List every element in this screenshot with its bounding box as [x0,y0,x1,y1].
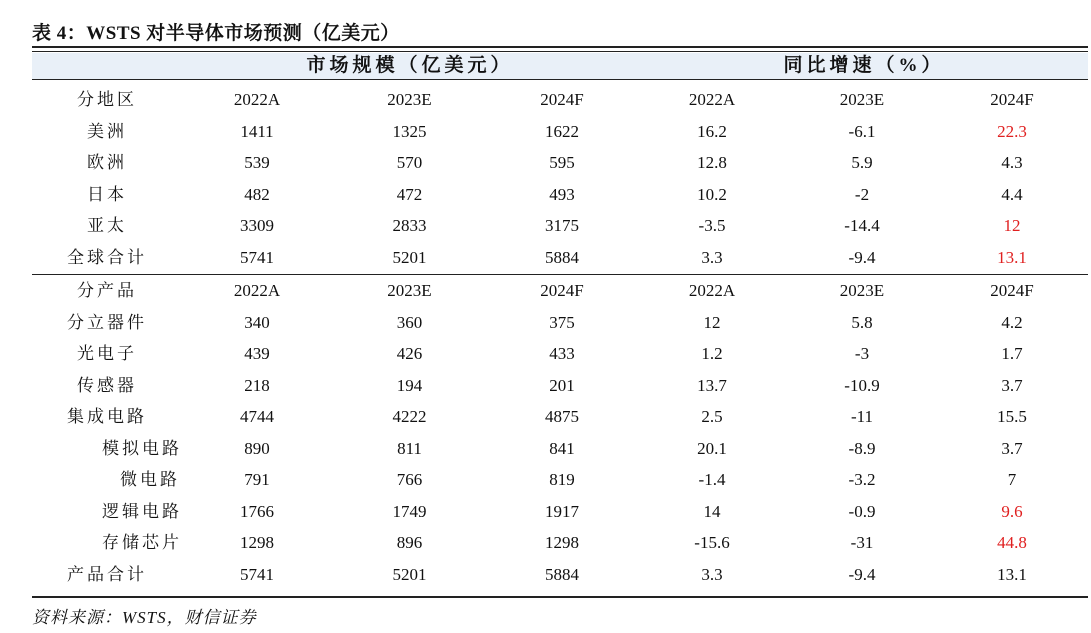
market-size-cell: 340 [244,312,270,332]
growth-cell: -8.9 [848,438,876,458]
market-size-cell: 3175 [545,216,579,235]
market-size-cell: 433 [549,344,575,363]
growth-cell: 13.7 [697,375,727,395]
growth-cell: 12 [703,312,721,332]
market-size-cell: 5884 [545,247,579,267]
column-header: 2024F [540,90,584,109]
table-row [32,307,1088,338]
market-size-cell: 766 [396,470,423,489]
growth-cell: 13.1 [997,564,1027,584]
growth-cell: 4.2 [1001,312,1023,332]
growth-cell: 5.8 [851,312,873,332]
growth-cell: 9.6 [1001,501,1023,521]
growth-header: 同比增速（%） [783,55,945,76]
column-header: 2022A [688,281,736,300]
growth-cell: -10.9 [844,375,880,395]
market-size-cell: 4875 [545,407,579,426]
growth-cell: -3.2 [848,470,876,489]
growth-cell: 44.8 [997,533,1027,552]
market-size-cell: 5741 [240,564,274,584]
growth-cell: 10.2 [697,184,727,204]
market-size-cell: 3309 [240,216,274,235]
growth-cell: 4.3 [1001,153,1023,172]
market-size-cell: 1411 [240,121,274,141]
row-label: 集成电路 [67,407,147,426]
row-label: 光电子 [77,344,137,363]
growth-cell: -0.9 [848,501,876,521]
table-row [32,210,1088,241]
table-row [32,559,1088,590]
row-label: 欧洲 [87,153,127,172]
row-label: 传感器 [77,375,137,395]
row-label: 模拟电路 [102,438,182,458]
growth-cell: -11 [850,407,874,426]
row-label: 产品合计 [67,564,147,584]
market-size-cell: 841 [549,438,575,458]
growth-cell: 14 [703,501,721,521]
market-size-cell: 1917 [545,501,579,521]
header-rule [32,79,1088,80]
table-row [32,242,1088,273]
growth-cell: 13.1 [997,247,1027,267]
row-label: 存储芯片 [102,533,182,552]
column-header: 2024F [990,90,1034,109]
growth-cell: 5.9 [851,153,873,172]
growth-cell: -3.5 [698,216,726,235]
market-size-cell: 5884 [545,564,579,584]
table-row [32,116,1088,147]
growth-cell: 1.2 [701,344,723,363]
growth-cell: 2.5 [701,407,723,426]
market-size-cell: 482 [244,184,270,204]
growth-cell: -14.4 [844,216,880,235]
column-header: 2023E [839,90,885,109]
market-size-cell: 1766 [240,501,274,521]
growth-cell: -3 [854,344,870,363]
column-header: 2022A [688,90,736,109]
table-top-rule [32,46,1088,48]
growth-cell: 3.3 [701,564,723,584]
growth-cell: 15.5 [997,407,1027,426]
table-top-rule-thin [32,51,1088,52]
growth-cell: 22.3 [997,121,1027,141]
market-size-cell: 1298 [240,533,274,552]
table-row [32,401,1088,432]
growth-cell: -2 [854,184,870,204]
market-size-cell: 595 [549,153,575,172]
growth-cell: -9.4 [848,247,876,267]
row-label: 微电路 [120,470,180,489]
market-size-cell: 493 [549,184,575,204]
table-row [32,370,1088,401]
market-size-cell: 890 [244,438,270,458]
section-header-row [32,275,1088,306]
growth-cell: 7 [1007,470,1017,489]
market-size-header: 市场规模（亿美元） [306,55,514,76]
market-size-cell: 5201 [392,247,427,267]
row-label: 日本 [87,184,127,204]
market-size-cell: 194 [396,375,423,395]
market-size-cell: 375 [549,312,575,332]
market-size-cell: 201 [549,375,575,395]
growth-cell: 3.3 [701,247,723,267]
table-row [32,496,1088,527]
market-size-cell: 1622 [545,121,579,141]
market-size-cell: 4744 [240,407,274,426]
market-size-cell: 896 [396,533,423,552]
market-size-cell: 791 [244,470,270,489]
market-size-cell: 1325 [392,121,427,141]
market-size-cell: 811 [397,438,422,458]
growth-cell: -15.6 [694,533,730,552]
row-label: 逻辑电路 [102,501,182,521]
market-size-cell: 2833 [392,216,427,235]
growth-cell: 20.1 [697,438,727,458]
section-label: 分产品 [77,281,137,300]
table-row [32,338,1088,369]
column-header: 2024F [990,281,1034,300]
table-title: 表 4：WSTS 对半导体市场预测（亿美元） [32,23,400,44]
table-row [32,527,1088,558]
growth-cell: -31 [850,533,874,552]
column-header: 2022A [233,90,281,109]
column-header: 2024F [540,281,584,300]
row-label: 美洲 [87,121,127,141]
table-row [32,179,1088,210]
section-label: 分地区 [77,90,137,109]
market-size-cell: 5741 [240,247,274,267]
growth-cell: 1.7 [1001,344,1023,363]
table-row [32,464,1088,495]
row-label: 亚太 [87,216,127,235]
growth-cell: 12.8 [697,153,727,172]
growth-cell: 4.4 [1001,184,1023,204]
market-size-cell: 1298 [545,533,579,552]
column-header: 2023E [839,281,885,300]
growth-cell: -1.4 [698,470,726,489]
market-size-cell: 218 [244,375,270,395]
table-row [32,433,1088,464]
section-header-row [32,84,1088,115]
market-size-cell: 360 [396,312,423,332]
market-size-cell: 472 [396,184,423,204]
growth-cell: 16.2 [697,121,727,141]
column-header: 2023E [387,90,432,109]
market-size-cell: 4222 [392,407,427,426]
column-header: 2023E [387,281,432,300]
growth-cell: 12 [1003,216,1021,235]
market-size-cell: 1749 [392,501,427,521]
growth-cell: 3.7 [1001,375,1023,395]
source-note: 资料来源：WSTS，财信证券 [32,608,257,627]
market-size-cell: 570 [396,153,423,172]
table-bottom-rule [32,596,1088,598]
column-header: 2022A [233,281,281,300]
row-label: 全球合计 [67,247,147,267]
growth-cell: -6.1 [848,121,876,141]
row-label: 分立器件 [67,312,147,332]
table-row [32,147,1088,178]
growth-cell: -9.4 [848,564,876,584]
market-size-cell: 426 [396,344,423,363]
market-size-cell: 439 [244,344,270,363]
market-size-cell: 539 [244,153,270,172]
market-size-cell: 5201 [392,564,427,584]
market-size-cell: 819 [549,470,575,489]
growth-cell: 3.7 [1001,438,1023,458]
